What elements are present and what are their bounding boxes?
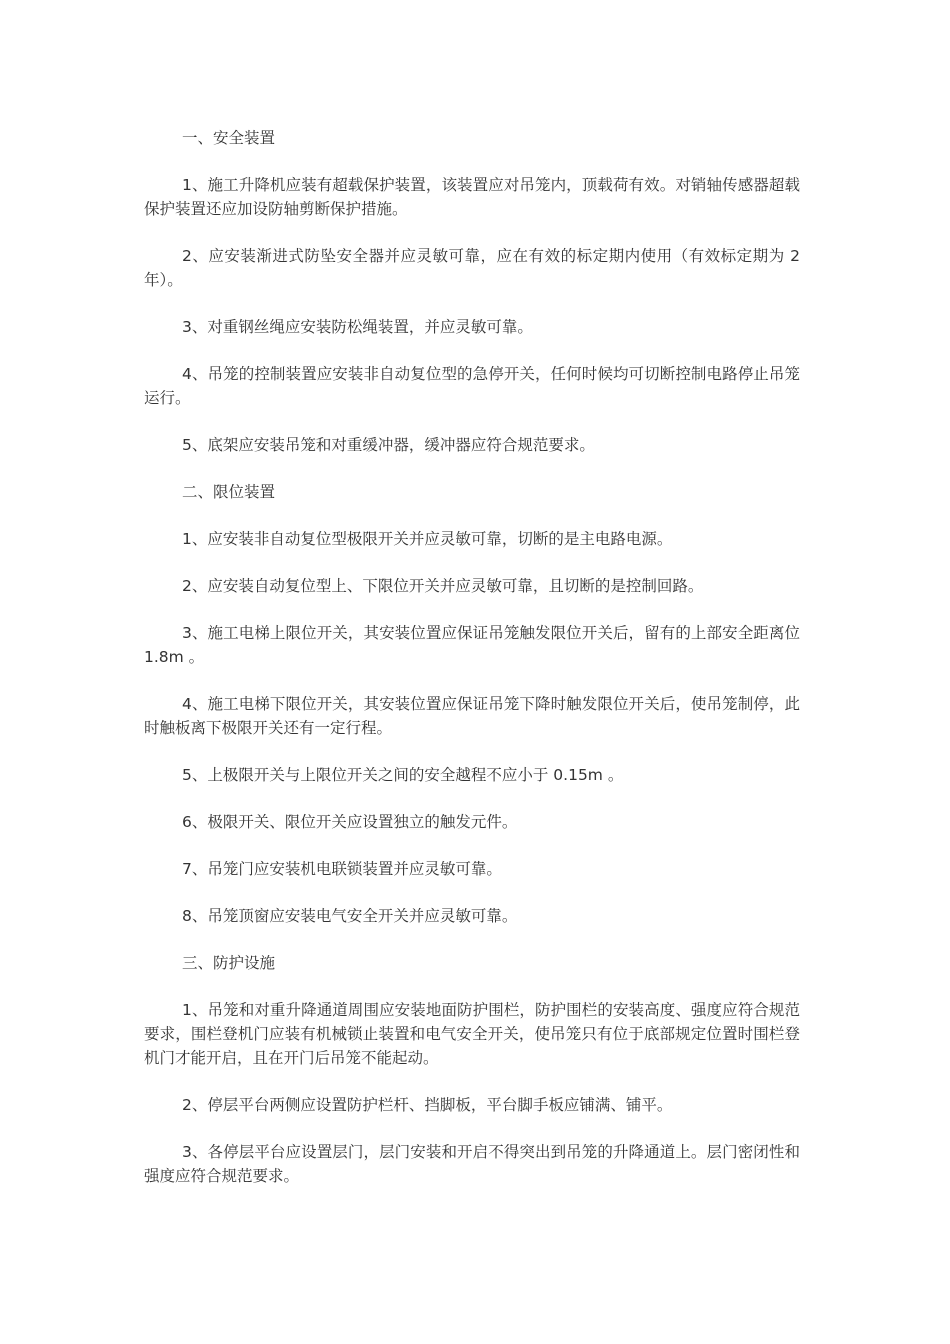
paragraph-final-limit-switch: 1、应安装非自动复位型极限开关并应灵敏可靠，切断的是主电路电源。 (182, 530, 673, 548)
paragraph-landing-guardrails: 2、停层平台两侧应设置防护栏杆、挡脚板，平台脚手板应铺满、铺平。 (182, 1096, 673, 1114)
paragraph-door-interlock: 7、吊笼门应安装机电联锁装置并应灵敏可靠。 (182, 860, 502, 878)
paragraph-independent-trigger: 6、极限开关、限位开关应设置独立的触发元件。 (182, 813, 518, 831)
paragraph-slack-rope-device: 3、对重钢丝绳应安装防松绳装置，并应灵敏可靠。 (182, 318, 533, 336)
paragraph-upper-limit-distance: 3、施工电梯上限位开关，其安装位置应保证吊笼触发限位开关后，留有的上部安全距离位 1.8m 。 (144, 624, 800, 666)
paragraph-upper-lower-limit-switches: 2、应安装自动复位型上、下限位开关并应灵敏可靠，且切断的是控制回路。 (182, 577, 704, 595)
paragraph-lower-limit-switch: 4、施工电梯下限位开关，其安装位置应保证吊笼下降时触发限位开关后，使吊笼制停，此时触板离下极限开关还有一定行程。 (144, 695, 800, 737)
paragraph-overload-protection: 1、施工升降机应装有超载保护装置，该装置应对吊笼内，顶载荷有效。对销轴传感器超载保护装置还应加设防轴剪断保护措施。 (144, 176, 800, 218)
section-heading-safety-devices: 一、安全装置 (182, 129, 276, 147)
paragraph-safety-overtravel: 5、上极限开关与上限位开关之间的安全越程不应小于 0.15m 。 (182, 766, 624, 784)
paragraph-landing-doors: 3、各停层平台应设置层门，层门安装和开启不得突出到吊笼的升降通道上。层门密闭性和强度应符合规范要求。 (144, 1143, 800, 1185)
section-heading-limit-devices: 二、限位装置 (182, 483, 276, 501)
section-heading-protective-facilities: 三、防护设施 (182, 954, 276, 972)
paragraph-emergency-stop: 4、吊笼的控制装置应安装非自动复位型的急停开关，任何时候均可切断控制电路停止吊笼运行。 (144, 365, 800, 407)
paragraph-buffers: 5、底架应安装吊笼和对重缓冲器，缓冲器应符合规范要求。 (182, 436, 595, 454)
paragraph-fall-arrester: 2、应安装渐进式防坠安全器并应灵敏可靠，应在有效的标定期内使用（有效标定期为 2 年）。 (144, 247, 800, 289)
paragraph-ground-enclosure: 1、吊笼和对重升降通道周围应安装地面防护围栏，防护围栏的安装高度、强度应符合规范要求，围栏登机门应装有机械锁止装置和电气安全开关，使吊笼只有位于底部规定位置时围栏登机门才能开启，且在开门后吊笼不能起动。 (144, 1001, 800, 1067)
document-body (144, 126, 800, 1211)
paragraph-roof-hatch-switch: 8、吊笼顶窗应安装电气安全开关并应灵敏可靠。 (182, 907, 518, 925)
